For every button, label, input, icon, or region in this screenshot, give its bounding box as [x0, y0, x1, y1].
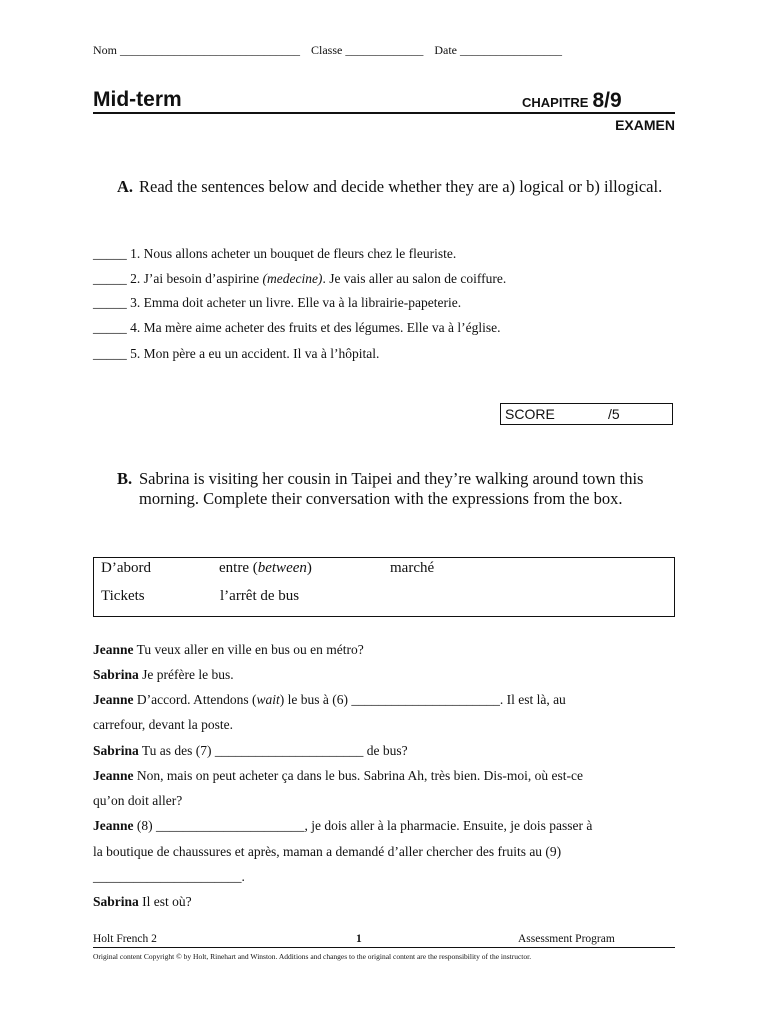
section-a-heading [117, 177, 677, 197]
score-box [500, 403, 673, 425]
dialogue-line: la boutique de chaussures et après, maman a demandé d’aller chercher des fruits au (9) [93, 844, 562, 859]
dialogue-line: carrefour, devant la poste. [93, 717, 234, 732]
section-b-letter: B. [117, 469, 133, 488]
date-field: Date _________________ [434, 43, 562, 57]
exam-label: EXAMEN [615, 117, 675, 133]
dialogue-line: Jeanne (8) ______________________, je dois aller à la pharmacie. Ensuite, je dois passer à [93, 818, 593, 833]
section-b-instructions: Sabrina is visiting her cousin in Taipei and they’re walking around town this morning. Complete their conversation with the expressions from the box. [139, 469, 644, 508]
chapter-number: 8/9 [592, 89, 622, 112]
word-bank-box [93, 557, 675, 617]
word-tickets: Tickets [101, 588, 145, 604]
dialogue-line: qu’on doit aller? [93, 793, 183, 808]
list-item: _____ 5. Mon père a eu un accident. Il va à l’hôpital. [93, 346, 380, 361]
copyright-notice: Original content Copyright © by Holt, Rinehart and Winston. Additions and changes to the original content are the responsibility of the instructor. [93, 952, 532, 961]
list-item: _____ 4. Ma mère aime acheter des fruits et des légumes. Elle va à l’église. [93, 320, 501, 335]
dialogue-line: ______________________. [93, 869, 245, 884]
page-title: Mid-term [93, 88, 182, 111]
word-arret: l’arrêt de bus [220, 588, 300, 604]
dialogue-line: Jeanne Tu veux aller en ville en bus ou en métro? [93, 642, 364, 657]
score-total: /5 [608, 406, 620, 422]
section-a-letter: A. [117, 177, 134, 196]
dialogue-line: Jeanne Non, mais on peut acheter ça dans le bus. Sabrina Ah, très bien. Dis-moi, où est-ce [93, 768, 584, 783]
footer-program: Assessment Program [518, 933, 615, 945]
footer-rule [93, 947, 675, 948]
word-dabord: D’abord [101, 560, 151, 576]
list-item: _____ 1. Nous allons acheter un bouquet de fleurs chez le fleuriste. [93, 246, 457, 261]
word-entre: entre (between) [219, 560, 312, 576]
chapter-label [522, 89, 622, 113]
list-item: _____ 3. Emma doit acheter un livre. Elle va à la librairie-papeterie. [93, 295, 462, 310]
classe-field: Classe _____________ [311, 43, 424, 57]
list-item: _____ 2. J’ai besoin d’aspirine (medecine). Je vais aller au salon de coiffure. [93, 271, 507, 286]
footer-book-title: Holt French 2 [93, 933, 157, 945]
page-number: 1 [356, 933, 362, 945]
dialogue-line: Sabrina Il est où? [93, 894, 192, 909]
header-rule [93, 112, 675, 114]
score-label: SCORE [505, 406, 555, 422]
section-b-heading [117, 469, 677, 509]
nom-field: Nom ______________________________ [93, 43, 300, 57]
student-info-row [93, 43, 562, 58]
dialogue-line: Sabrina Tu as des (7) ______________________ de bus? [93, 743, 408, 758]
dialogue-line: Jeanne D’accord. Attendons (wait) le bus à (6) ______________________. Il est là, au [93, 692, 566, 707]
chapter-word: CHAPITRE [522, 95, 589, 110]
word-marche: marché [390, 560, 435, 576]
section-a-instructions: Read the sentences below and decide whether they are a) logical or b) illogical. [139, 177, 663, 196]
dialogue-line: Sabrina Je préfère le bus. [93, 667, 234, 682]
